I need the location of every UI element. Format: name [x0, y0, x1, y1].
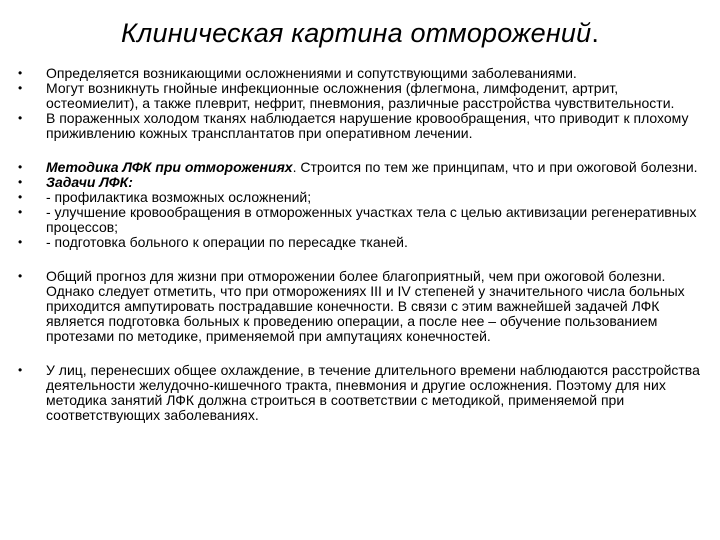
spacer	[18, 141, 712, 160]
bullet-text: Общий прогноз для жизни при отморожении более благоприятный, чем при ожоговой болезни. Однако следует отметить, что при отморожениях III и IV степеней у значительного числа больных приходится ампутировать пострадавшие конечности. В связи с этим важнейшей задачей ЛФК является подготовка больных к проведению операции, а после нее – обучение пользованием протезами по методике, применяемой при ампутациях конечностей.	[46, 268, 685, 344]
bullet-text: . Строится по тем же принципам, что и при ожоговой болезни.	[292, 159, 698, 175]
bullet-item-3	[18, 111, 712, 141]
bullet-icon: •	[18, 205, 23, 219]
bullet-icon: •	[18, 363, 23, 377]
bullet-item-4	[18, 160, 712, 175]
bullet-text: Могут возникнуть гнойные инфекционные осложнения (флегмона, лимфоденит, артрит, остеомиелит), а также плеврит, нефрит, пневмония, различные расстройства чувствительности.	[46, 80, 675, 111]
bullet-text: - улучшение кровообращения в отмороженных участках тела с целью активизации регенеративных процессов;	[46, 204, 697, 235]
bullet-item-7	[18, 205, 712, 235]
bullet-item-9	[18, 269, 712, 344]
bullet-item-1	[18, 66, 712, 81]
bullet-text: В пораженных холодом тканях наблюдается нарушение кровообращения, что приводит к плохому приживлению кожных трансплантатов при оперативном лечении.	[46, 110, 689, 141]
bullet-text: - подготовка больного к операции по пересадке тканей.	[46, 234, 408, 250]
bullet-icon: •	[18, 235, 23, 249]
bullet-icon: •	[18, 66, 23, 80]
slide-title-period: .	[591, 18, 600, 48]
slide-title	[0, 18, 720, 49]
bullet-icon: •	[18, 175, 23, 189]
bullet-item-5	[18, 175, 712, 190]
bullet-icon: •	[18, 160, 23, 174]
bullet-text: Определяется возникающими осложнениями и сопутствующими заболеваниями.	[46, 65, 577, 81]
bullet-icon: •	[18, 269, 23, 283]
bullet-icon: •	[18, 81, 23, 95]
slide-title-text: Клиническая картина отморожений	[120, 18, 592, 48]
bullet-item-6	[18, 190, 712, 205]
bullet-list	[18, 66, 712, 423]
bullet-item-8	[18, 235, 712, 250]
spacer	[18, 250, 712, 269]
bullet-icon: •	[18, 190, 23, 204]
bullet-text: У лиц, перенесших общее охлаждение, в течение длительного времени наблюдаются расстройства деятельности желудочно-кишечного тракта, пневмония и другие осложнения. Поэтому для них методика занятий ЛФК должна строиться в соответствии с методикой, применяемой при соответствующих заболеваниях.	[46, 362, 700, 423]
spacer	[18, 344, 712, 363]
bullet-item-2	[18, 81, 712, 111]
bullet-emphasis: Методика ЛФК при отморожениях	[46, 159, 293, 175]
bullet-item-10	[18, 363, 712, 423]
bullet-text: - профилактика возможных осложнений;	[46, 189, 312, 205]
bullet-emphasis: Задачи ЛФК:	[46, 174, 133, 190]
bullet-icon: •	[18, 111, 23, 125]
